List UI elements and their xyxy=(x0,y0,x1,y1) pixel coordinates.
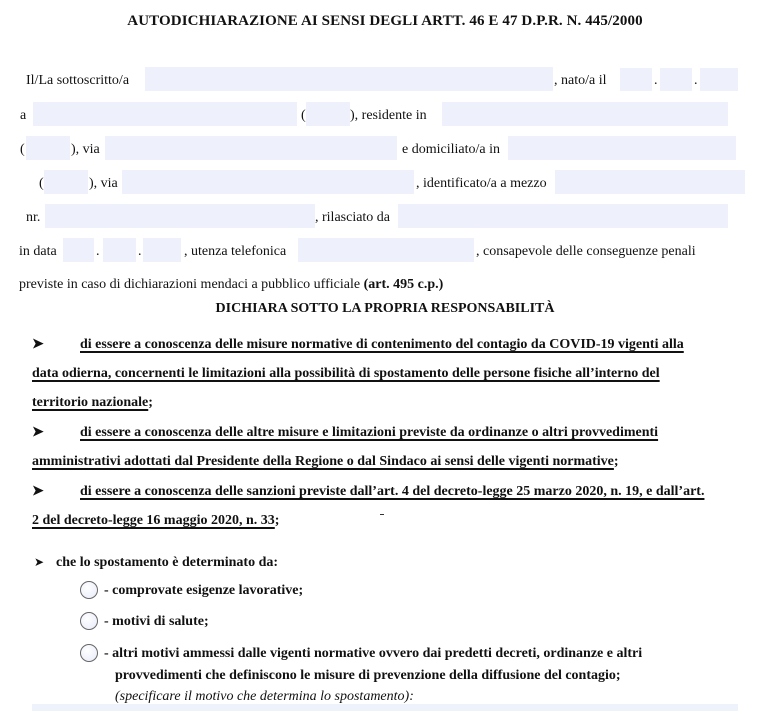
declaration-3-line-2: 2 del decreto-legge 16 maggio 2020, n. 33; xyxy=(32,513,280,528)
penalty-text: previste in caso di dichiarazioni mendaci a pubblico ufficiale xyxy=(19,277,364,292)
residence-city-field[interactable] xyxy=(442,102,728,126)
label-rilasciato: , rilasciato da xyxy=(315,210,391,225)
option-other-label-line2: provvedimenti che definiscono le misure di prevenzione della diffusione del contagio; xyxy=(115,668,621,683)
dot-separator: . xyxy=(694,73,698,88)
dot-separator: . xyxy=(138,244,142,259)
declaration-1-line-3: territorio nazionale; xyxy=(32,395,153,410)
arrow-bullet-icon: ➤ xyxy=(34,555,45,569)
id-document-field[interactable] xyxy=(555,170,745,194)
paren-open: ( xyxy=(301,108,306,123)
birthplace-field[interactable] xyxy=(33,102,297,126)
name-field[interactable] xyxy=(145,67,553,91)
label-nato: , nato/a il xyxy=(554,73,607,88)
domicile-province-field[interactable] xyxy=(44,170,88,194)
domicile-city-field[interactable] xyxy=(508,136,736,160)
reason-text-field[interactable] xyxy=(32,704,738,711)
dot-separator: . xyxy=(654,73,658,88)
penalty-notice xyxy=(19,277,443,293)
specify-hint: (specificare il motivo che determina lo spostamento): xyxy=(115,689,414,704)
label-domiciliato: e domiciliato/a in xyxy=(402,142,500,157)
option-health-label: - motivi di salute; xyxy=(104,614,209,629)
domicile-street-field[interactable] xyxy=(122,170,414,194)
label-in-data: in data xyxy=(19,244,57,259)
label-nr: nr. xyxy=(26,210,41,225)
arrow-bullet-icon: ➤ xyxy=(32,425,44,440)
birth-year-field[interactable] xyxy=(700,68,738,91)
document-number-field[interactable] xyxy=(45,204,315,228)
stray-mark xyxy=(380,514,384,515)
issue-year-field[interactable] xyxy=(143,238,181,262)
document-title: AUTODICHIARAZIONE AI SENSI DEGLI ARTT. 46 E 47 D.P.R. N. 445/2000 xyxy=(127,13,643,29)
radio-other-reasons[interactable] xyxy=(80,644,98,662)
declaration-heading: DICHIARA SOTTO LA PROPRIA RESPONSABILITÀ xyxy=(215,301,555,316)
label-via: ), via xyxy=(71,142,100,157)
declaration-2-line-1: di essere a conoscenza delle altre misure e limitazioni previste da ordinanze o altri provvedimenti xyxy=(80,425,659,440)
label-residente: ), residente in xyxy=(350,108,427,123)
label-sottoscritto: Il/La sottoscritto/a xyxy=(26,73,130,88)
option-work-label: - comprovate esigenze lavorative; xyxy=(104,583,304,598)
declaration-2-line-2: amministrativi adottati dal Presidente della Regione o dal Sindaco ai sensi delle vigenti normative; xyxy=(32,454,619,469)
residence-province-field[interactable] xyxy=(26,136,70,160)
phone-field[interactable] xyxy=(298,238,474,262)
paren-open: ( xyxy=(20,142,25,157)
birth-day-field[interactable] xyxy=(620,68,652,91)
dot-separator: . xyxy=(96,244,100,259)
declaration-3-line-1: di essere a conoscenza delle sanzioni previste dall’art. 4 del decreto-legge 25 marzo 2020, n. 19, e dall’art. xyxy=(80,484,705,499)
arrow-bullet-icon: ➤ xyxy=(32,337,44,352)
issue-day-field[interactable] xyxy=(63,238,94,262)
residence-street-field[interactable] xyxy=(105,136,397,160)
label-via: ), via xyxy=(89,176,118,191)
label-a: a xyxy=(20,108,27,123)
declaration-1-line-2: data odierna, concernenti le limitazioni alla possibilità di spostamento delle persone fisiche all’interno del xyxy=(32,366,660,381)
label-consapevole: , consapevole delle conseguenze penali xyxy=(476,244,696,259)
paren-open: ( xyxy=(39,176,44,191)
birth-month-field[interactable] xyxy=(660,68,692,91)
radio-work-reasons[interactable] xyxy=(80,581,98,599)
birth-province-field[interactable] xyxy=(306,102,350,126)
label-utenza: , utenza telefonica xyxy=(184,244,287,259)
art-495: (art. 495 c.p.) xyxy=(363,277,444,292)
option-other-label: - altri motivi ammessi dalle vigenti normative ovvero dai predetti decreti, ordinanze e altri xyxy=(104,646,643,661)
radio-health-reasons[interactable] xyxy=(80,612,98,630)
issued-by-field[interactable] xyxy=(398,204,728,228)
arrow-bullet-icon: ➤ xyxy=(32,484,44,499)
label-identificato: , identificato/a a mezzo xyxy=(416,176,547,191)
issue-month-field[interactable] xyxy=(103,238,136,262)
declaration-1-line-1: di essere a conoscenza delle misure normative di contenimento del contagio da COVID-19 vigenti alla xyxy=(80,337,684,352)
movement-label: che lo spostamento è determinato da: xyxy=(56,555,279,570)
